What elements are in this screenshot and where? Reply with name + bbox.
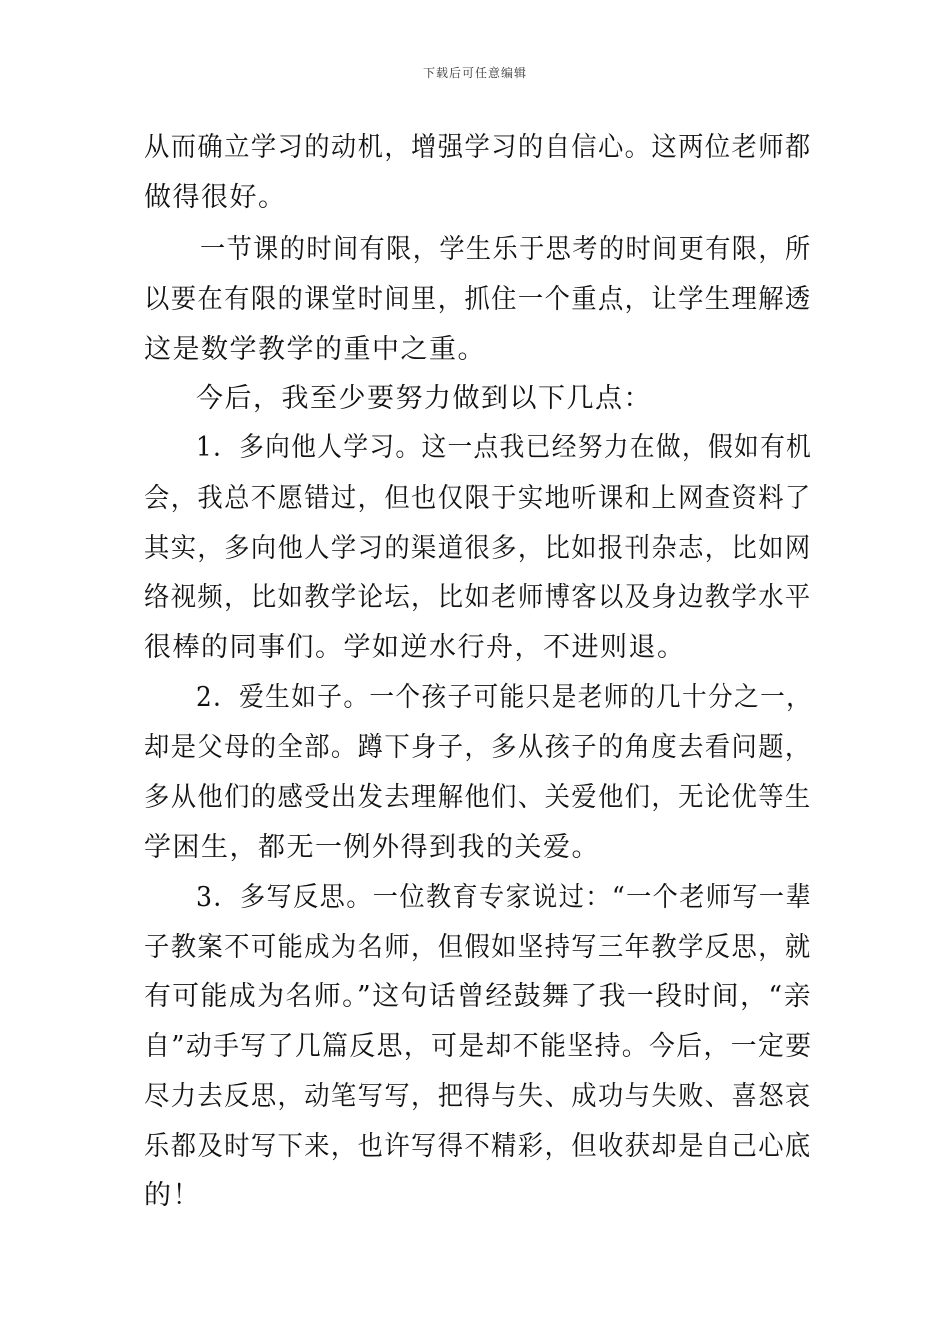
text-line: 学困生，都无一例外得到我的关爱。: [144, 832, 600, 863]
text-line: 从而确立学习的动机，增强学习的自信心。这两位老师都: [144, 132, 812, 163]
text-line: 很棒的同事们。学如逆水行舟，不进则退。: [144, 632, 686, 663]
text-line: 一节课的时间有限，学生乐于思考的时间更有限，所: [200, 234, 812, 265]
text-line: 其实，多向他人学习的渠道很多，比如报刊杂志，比如网: [144, 533, 812, 564]
text-line: 的！: [144, 1180, 201, 1211]
text-line: 会，我总不愿错过，但也仅限于实地听课和上网查资料了: [144, 483, 812, 514]
text-line: 却是父母的全部。蹲下身子，多从孩子的角度去看问题，: [144, 732, 812, 763]
text-line: 多从他们的感受出发去理解他们、关爱他们，无论优等生: [144, 782, 812, 813]
text-line: 子教案不可能成为名师，但假如坚持写三年教学反思，就: [144, 932, 812, 963]
text-line: 自”动手写了几篇反思，可是却不能坚持。今后，一定要: [144, 1031, 813, 1062]
text-line: 有可能成为名师。”这句话曾经鼓舞了我一段时间，“亲: [144, 981, 812, 1012]
text-line: 3．多写反思。一位教育专家说过：“一个老师写一辈: [196, 882, 813, 913]
text-line: 以要在有限的课堂时间里，抓住一个重点，让学生理解透: [144, 284, 812, 315]
text-line: 2．爱生如子。一个孩子可能只是老师的几十分之一，: [196, 682, 813, 713]
text-line: 乐都及时写下来，也许写得不精彩，但收获却是自己心底: [144, 1131, 812, 1162]
text-line: 今后，我至少要努力做到以下几点：: [196, 383, 652, 414]
text-line: 络视频，比如教学论坛，比如老师博客以及身边教学水平: [144, 582, 812, 613]
text-line: 做得很好。: [144, 182, 287, 213]
text-line: 尽力去反思，动笔写写，把得与失、成功与失败、喜怒哀: [144, 1081, 812, 1112]
page-header-note: 下载后可任意编辑: [422, 66, 527, 80]
text-line: 1．多向他人学习。这一点我已经努力在做，假如有机: [196, 432, 813, 463]
text-line: 这是数学教学的重中之重。: [144, 334, 486, 365]
